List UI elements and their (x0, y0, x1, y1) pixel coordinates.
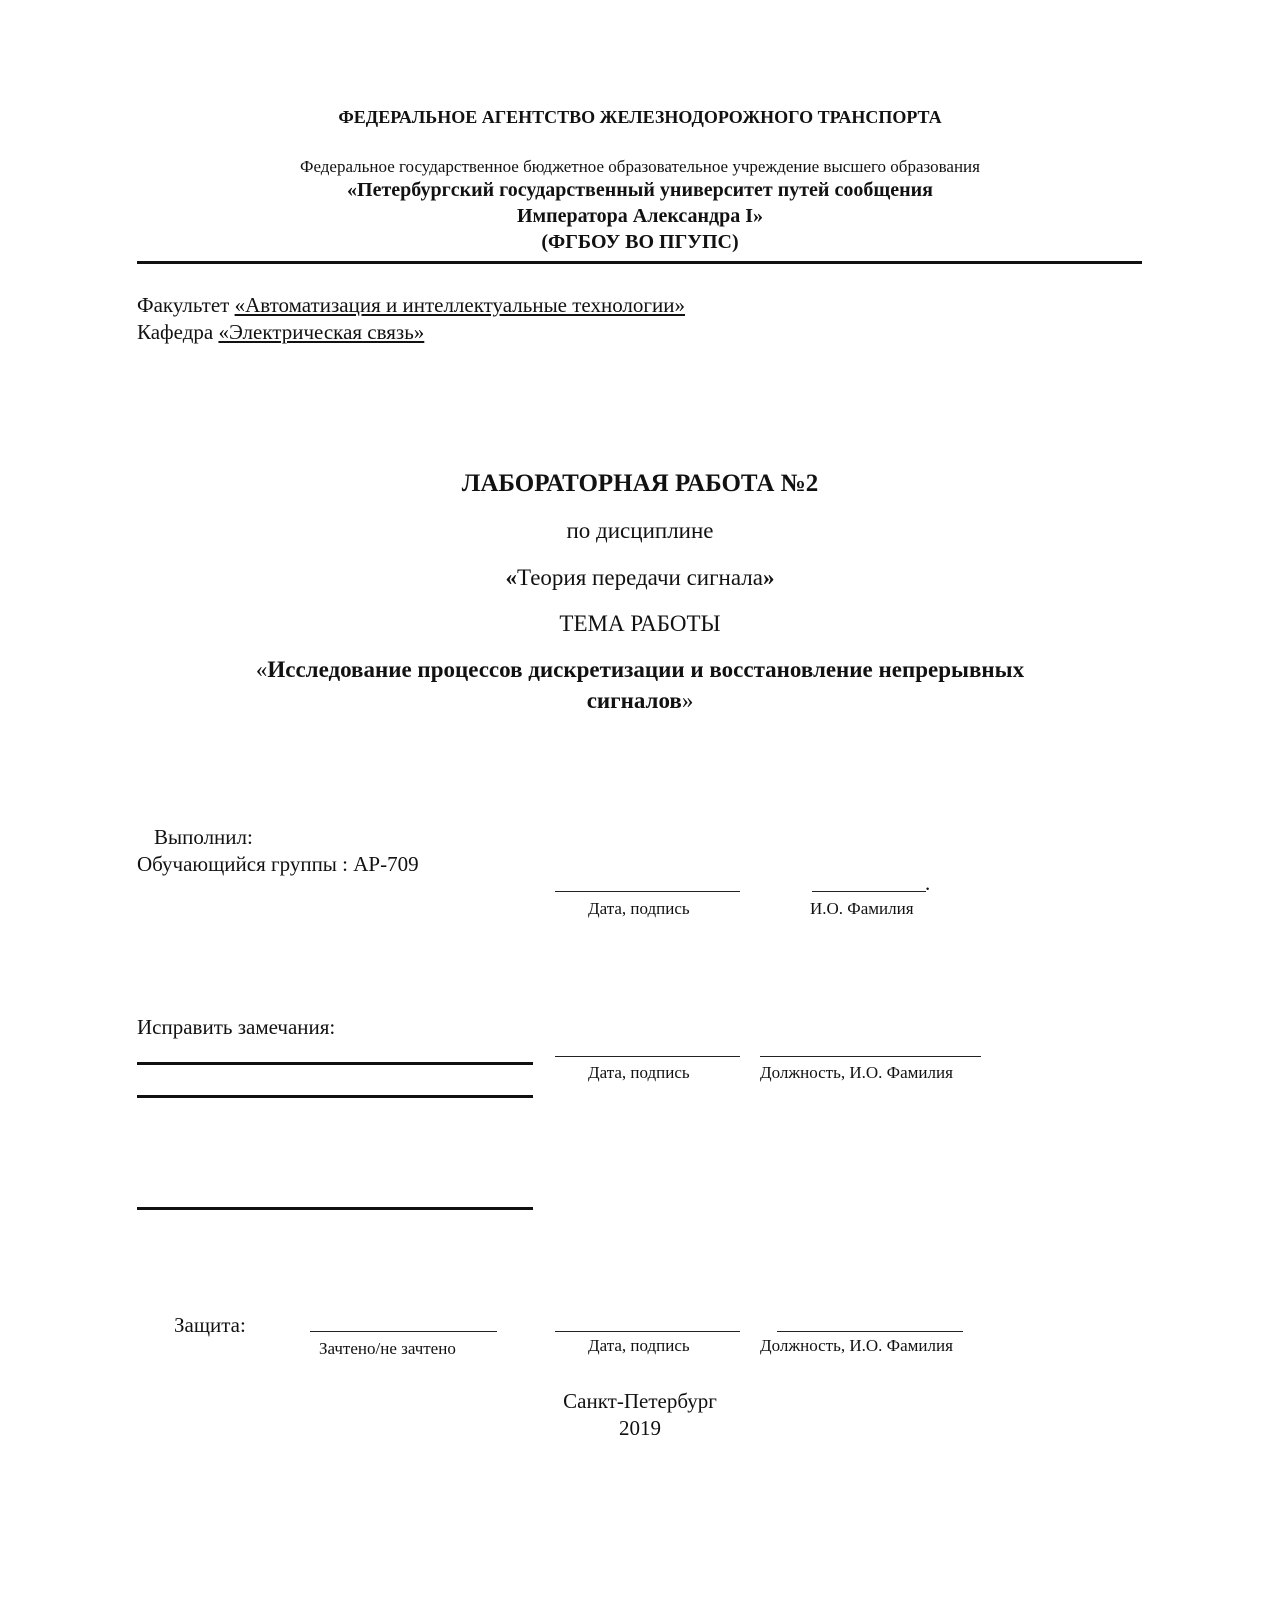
corrections-date-caption: Дата, подпись (588, 1063, 690, 1082)
performed-name-line (812, 891, 926, 892)
defense-result-caption: Зачтено/не зачтено (319, 1339, 456, 1358)
header-divider (137, 261, 1142, 264)
department-value: «Электрическая связь» (218, 320, 425, 344)
university-name-line2: Императора Александра I» (516, 205, 764, 227)
corrections-line-2 (137, 1095, 533, 1098)
performed-label: Выполнил: (154, 825, 253, 849)
discipline-open-quote: « (505, 565, 518, 590)
discipline-label: по дисциплине (566, 518, 714, 543)
performed-signature-line (555, 891, 740, 892)
defense-label: Защита: (174, 1313, 246, 1337)
performed-name-dot: . (925, 871, 931, 895)
corrections-line-1 (137, 1062, 533, 1065)
work-title: ЛАБОРАТОРНАЯ РАБОТА №2 (461, 470, 819, 497)
discipline-name (0, 565, 1280, 591)
institution-type: Федеральное государственное бюджетное образовательное учреждение высшего образования (300, 157, 980, 176)
corrections-position-line (760, 1056, 981, 1057)
topic-line2 (0, 688, 1280, 714)
university-name-line1: «Петербургский государственный университет путей сообщения (347, 179, 933, 201)
topic-text-line2: сигналов (586, 688, 682, 713)
footer-year: 2019 (619, 1416, 661, 1440)
performed-date-caption: Дата, подпись (588, 899, 690, 918)
topic-label: ТЕМА РАБОТЫ (559, 611, 721, 636)
corrections-label: Исправить замечания: (137, 1015, 336, 1039)
corrections-signature-line (555, 1056, 740, 1057)
corrections-position-caption: Должность, И.О. Фамилия (760, 1063, 953, 1082)
topic-close-quote: » (681, 688, 694, 713)
department-line (137, 320, 424, 345)
agency-title: ФЕДЕРАЛЬНОЕ АГЕНТСТВО ЖЕЛЕЗНОДОРОЖНОГО ТРАНСПОРТА (338, 107, 942, 127)
discipline-close-quote: » (762, 565, 775, 590)
topic-line1 (0, 657, 1280, 683)
defense-position-caption: Должность, И.О. Фамилия (760, 1336, 953, 1355)
topic-open-quote: « (255, 657, 268, 682)
topic-text-line1: Исследование процессов дискретизации и восстановление непрерывных (267, 657, 1025, 682)
department-label: Кафедра (137, 320, 214, 344)
faculty-label: Факультет (137, 293, 230, 317)
faculty-line (137, 293, 685, 318)
defense-position-line (777, 1331, 963, 1332)
performed-name-caption: И.О. Фамилия (810, 899, 914, 918)
footer-city: Санкт-Петербург (563, 1389, 717, 1413)
student-group: Обучающийся группы : АР-709 (137, 852, 419, 876)
discipline-text: Теория передачи сигнала (517, 565, 763, 590)
corrections-line-3 (137, 1207, 533, 1210)
defense-date-caption: Дата, подпись (588, 1336, 690, 1355)
defense-result-line (310, 1331, 497, 1332)
defense-signature-line (555, 1331, 740, 1332)
university-abbreviation: (ФГБОУ ВО ПГУПС) (541, 231, 739, 253)
faculty-value: «Автоматизация и интеллектуальные технологии» (234, 293, 686, 317)
